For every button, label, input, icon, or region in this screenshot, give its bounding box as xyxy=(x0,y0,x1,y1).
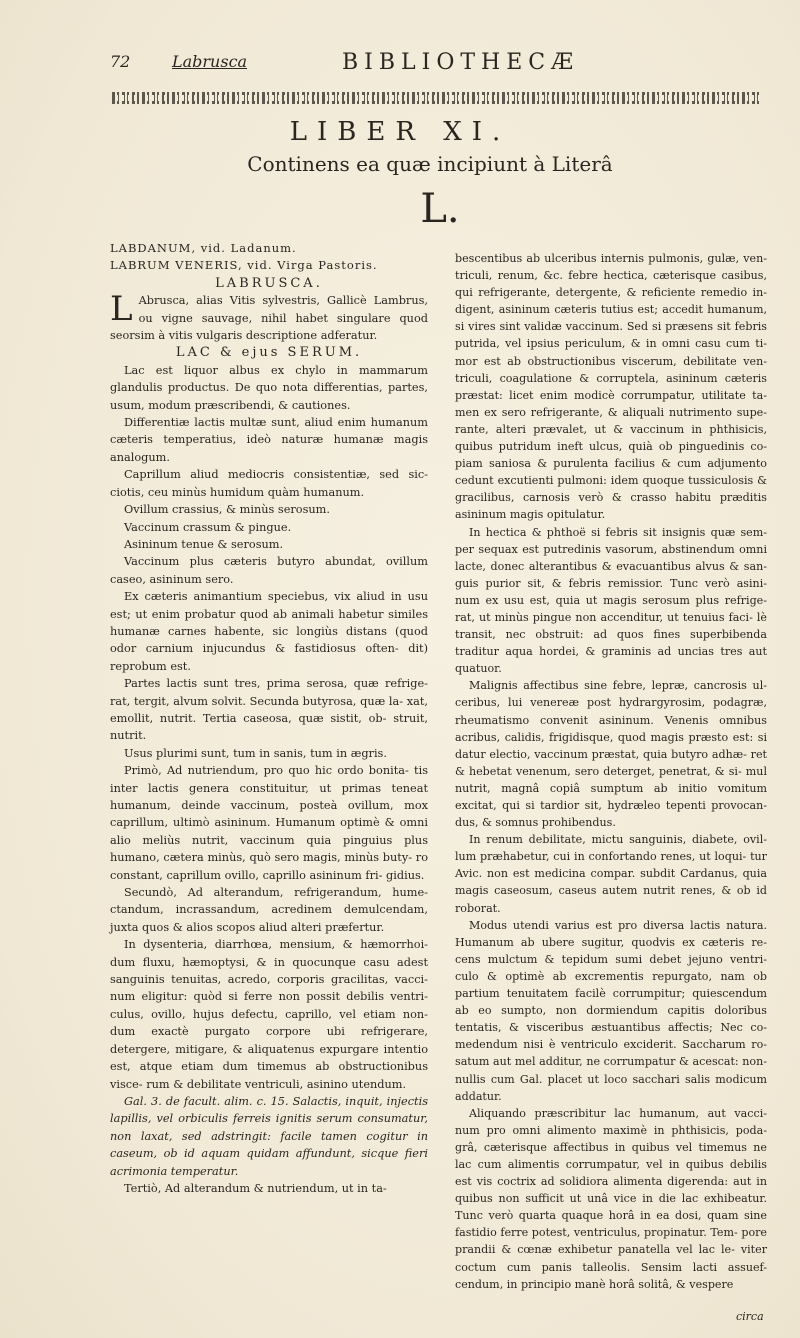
entry-labrum-veneris: LABRUM VENERIS, vid. Virga Pastoris. xyxy=(110,258,378,273)
paragraph: Caprillum aliud mediocris consistentiæ, sed sic- ciotis, ceu minùs humidum quàm humanum. xyxy=(110,468,428,499)
paragraph: Usus plurimi sunt, tum in sanis, tum in ægris. xyxy=(124,746,387,760)
right-column xyxy=(455,250,767,1293)
paragraph: Malignis affectibus sine febre, lepræ, cancrosis ul- ceribus, lui venereæ post hydrargyrosim, podagræ, rheumatismo convenit asininum. Venenis omnibus acribus, calidis, frigidisque, quod magis præsto est: si datur electio, vaccinum præstat, quia butyro adhæ- ret & hebetat venenum, sero deterget, penetrat, & si- mul nutrit, magnâ copiâ sumptum ab initio vomitum excitat, qui si tardior sit, hydræleo tepenti provocan- dus, & somnus prohibendus. xyxy=(455,679,767,830)
section-letter: L. xyxy=(420,186,460,232)
labrusca-paragraph xyxy=(110,289,428,344)
paragraph: In dysenteria, diarrhœa, mensium, & hæmorrhoi- dum fluxu, hæmoptysi, & in quocunque casu adest sanguinis tenuitas, acredo, corporis gracilitas, vacci- num eligitur: quòd si ferre non possit debilis ventri- culus, ovillo, hujus defectu, caprillo, vel etiam non- dum exactè purgato corpore ubi refrigerare, detergere, mitigare, & aliquatenus expurgare intentio est, atque etiam dum timemus ab obstructionibus visce- rum & debilitate ventriculi, asinino utendum. xyxy=(110,938,428,1091)
paragraph: Modus utendi varius est pro diversa lactis natura. Humanum ab ubere sugitur, quodvis ex cæteris re- cens mulctum & tepidum sumi debet jejuno ventri- culo & optimè ab excrementis repurgato, nam ob partium tenuitatem facilè corrumpitur; quiescendum ab eo sumpto, non dormiendum capitis doloribus tentatis, & visceribus æstuantibus affectis; Nec co- medendum nisi è ventriculo exciderit. Saccharum ro- satum aut mel additur, ne corrumpatur & acescat: non- nullis cum Gal. placet ut loco sacchari salis modicum addatur. xyxy=(455,918,767,1103)
heading-lac: LAC & ejus SERUM. xyxy=(175,345,363,361)
liber-title: LIBER XI. xyxy=(289,117,511,147)
paragraph: Ex cæteris animantium speciebus, vix aliud in usu est; ut enim probatur quod ab animali habetur similes humanæ carnes habente, sic longiùs distans (quod odor carnium injucundus & fastidiosus often- dit) reprobum est. xyxy=(110,590,428,673)
paragraph: Vaccinum plus cæteris butyro abundat, ovillum caseo, asininum sero. xyxy=(110,555,428,586)
galen-quote: Gal. 3. de facult. alim. c. 15. Salactis, inquit, injectis lapillis, vel orbiculis ferreis ignitis serum consumatur, non laxat, sed adstringit: facile tamen cogitur in caseum, ob id aquam quidam affundunt, sicque fieri acrimonia temperatur. xyxy=(110,1094,428,1178)
paragraph: Aliquando præscribitur lac humanum, aut vacci- num pro omni alimento maximè in phthisicis, poda- grâ, cæterisque affectibus in quibus vel timemus ne lac cum alimentis corrumpatur, vel in quibus debilis est vis coctrix ad solidiora alimenta digerenda: aut in quibus non sufficit ut unâ vice in die lac exhibeatur. Tunc verò quarta quaque horâ in ea dosi, quam sine fastidio ferre potest, ventriculus, propinatur. Tem- pore prandii & cœnæ exhibetur panatella vel lac le- viter coctum cum panis talleolis. Sensim lacti assuef- cendum, in principio manè horâ solitâ, & vespere xyxy=(455,1106,767,1291)
paragraph: bescentibus ab ulceribus internis pulmonis, gulæ, ven- triculi, renum, &c. febre hectica, cæterisque casibus, qui refrigerante, detergente, & reficiente remedio in- digent, asininum cæteris tutius est; accedit humanum, si vires sint validæ vaccinum. Sed si præsens sit febris putrida, vel ipsius periculum, & in omni casu cum ti- mor est ab obstructionibus viscerum, debilitate ven- triculi, coagulatione & corruptela, asininum cæteris præstat: licet enim modicè corrumpatur, utilitate ta- men ex sero refrigerante, & aliquali nutrimento supe- rante, alteri prævalet, ut & vaccinum in phthisicis, quibus putridum ineft ulcus, quià ob pinguedinis co- piam saniosa & purulenta facilius & cum adjumento cedunt excutienti pulmoni: idem quoque tussiculosis & gracilibus, carnosis verò & crasso habitu præditis asininum magis opitulatur. xyxy=(455,252,767,522)
drop-cap-l: L xyxy=(110,289,133,330)
paragraph: In hectica & phthoë si febris sit insignis quæ sem- per sequax est putredinis vasorum, abstinendum omni lacte, donec alterantibus & evacuantibus alvus & san- guis purior sit, & febris remissior. Tunc verò asini- num ex usu est, quia ut magis serosum plus refrige- rat, ut minùs pingue non accenditur, ut tenuius faci- lè transit, nec obstruit: ad quos fines superbibenda traditur aqua hordei, & graminis ad uncias tres aut quatuor. xyxy=(455,525,767,676)
paragraph: Secundò, Ad alterandum, refrigerandum, hume- ctandum, incrassandum, acredinem demulcendam, juxta quos & alios scopos aliud alteri præfertur. xyxy=(110,886,428,934)
entry-labdanum: LABDANUM, vid. Ladanum. xyxy=(110,241,297,255)
paragraph: Differentiæ lactis multæ sunt, aliud enim humanum cæteris temperatius, ideò naturæ humanæ magis analogum. xyxy=(110,416,428,464)
paragraph: Lac est liquor albus ex chylo in mammarum glandulis productus. De quo nota differentias, partes, usum, modum præscribendi, & cautiones. xyxy=(110,363,428,412)
paragraph: Primò, Ad nutriendum, pro quo hic ordo bonita- tis inter lactis genera constituitur, ut primas teneat humanum, deinde vaccinum, posteà ovillum, mox caprillum, ultimò asininum. Humanum optimè & omni alio meliùs nutrit, vaccinum quia pinguius plus humano, cætera minùs, quò sero magis, minùs buty- ro constant, caprillum ovillo, caprillo asininum fri- gidius. xyxy=(110,764,428,882)
paragraph: Asininum tenue & serosum. xyxy=(124,537,284,551)
left-column xyxy=(110,240,428,1197)
paragraph: In renum debilitate, mictu sanguinis, diabete, ovil- lum præhabetur, cui in confortando renes, ut loqui- tur Avic. non est medicina compar. subdit Cardanus, quia magis caseosum, caseus autem nutrit renes, & ob id roborat. xyxy=(455,833,767,915)
section-subtitle: Continens ea quæ incipiunt à Literâ xyxy=(247,152,613,176)
heading-labrusca: LABRUSCA. xyxy=(215,275,323,291)
page-catchword: circa xyxy=(736,1310,764,1323)
paragraph: Ovillum crassius, & minùs serosum. xyxy=(124,503,330,517)
paragraph: Partes lactis sunt tres, prima serosa, quæ refrige- rat, tergit, alvum solvit. Secunda butyrosa, quæ la- xat, emollit, nutrit. Tertia caseosa, quæ sistit, ob- struit, nutrit. xyxy=(110,677,428,743)
head-catchword: Labrusca xyxy=(172,52,248,71)
ornament-band-inner xyxy=(112,95,762,101)
running-title: BIBLIOTHECÆ xyxy=(342,50,580,75)
running-head xyxy=(110,50,750,78)
paragraph: Vaccinum crassum & pingue. xyxy=(124,520,292,534)
page-number: 72 xyxy=(110,52,131,71)
paragraph: Tertiò, Ad alterandum & nutriendum, ut in ta- xyxy=(124,1181,387,1195)
labrusca-text: Abrusca, alias Vitis sylvestris, Gallicè Lambrus, ou vigne sauvage, nihil habet singulare quod seorsim à vitis vulgaris descriptione adferatur. xyxy=(110,294,428,343)
